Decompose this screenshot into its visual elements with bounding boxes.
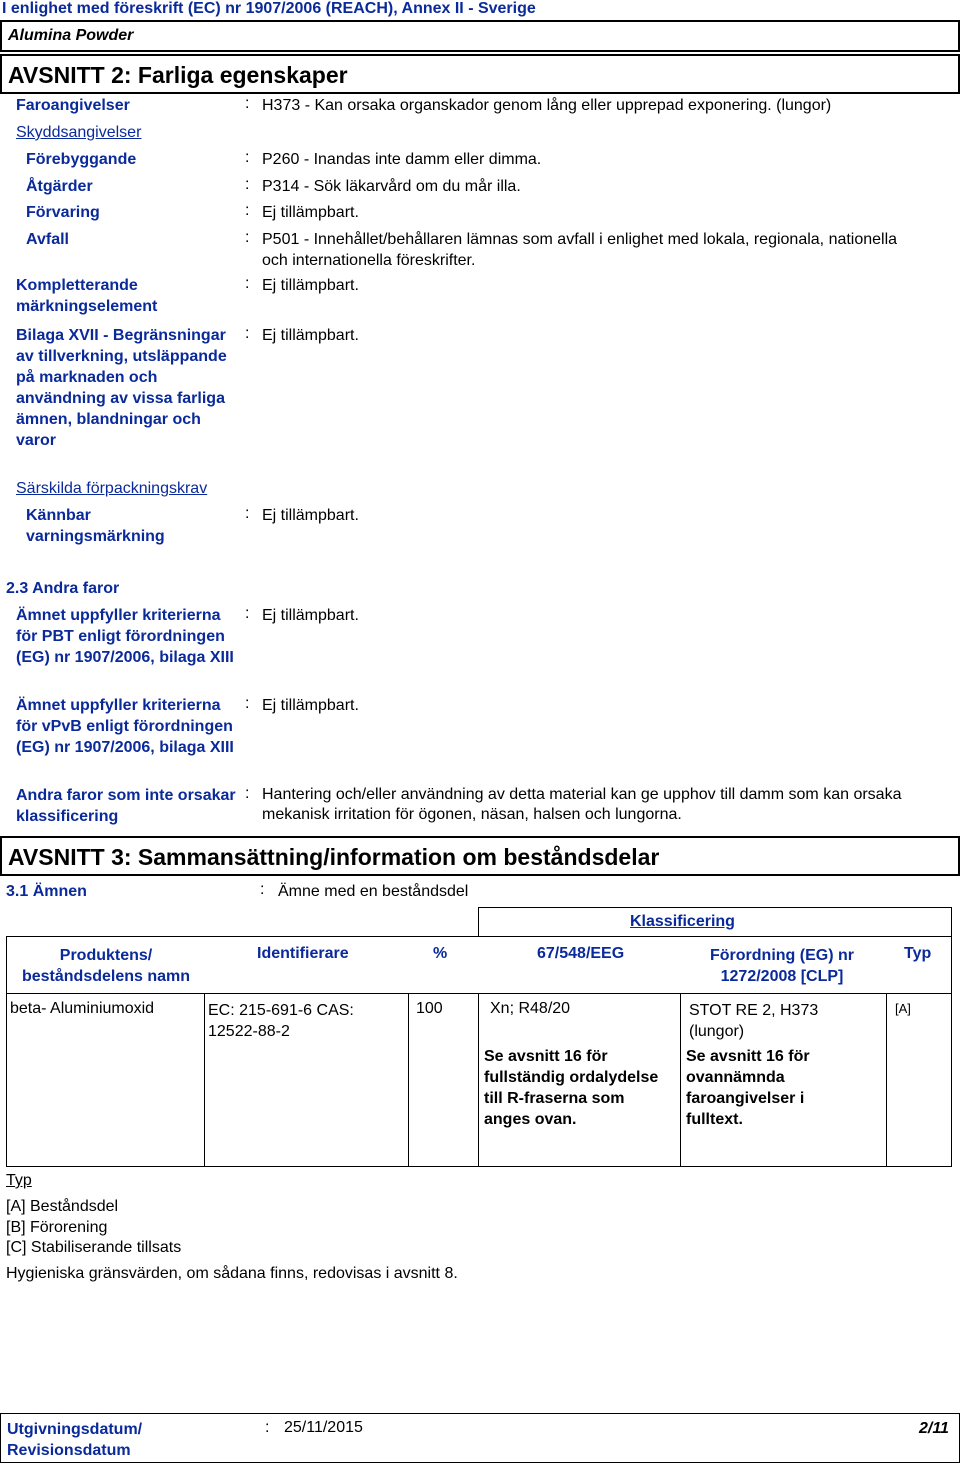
hygiene-note: Hygieniska gränsvärden, om sådana finns, redovisas i avsnitt 8.: [6, 1265, 458, 1282]
footer-box: [0, 1413, 960, 1463]
cell-clp: STOT RE 2, H373 (lungor): [689, 1002, 819, 1040]
label-pbt: Ämnet uppfyller kriterierna för PBT enligt förordningen (EG) nr 1907/2006, bilaga XIII: [16, 607, 234, 666]
footer-date-label: Utgivningsdatum/ Revisionsdatum: [7, 1421, 143, 1459]
type-legend-item: [C] Stabiliserande tillsats: [6, 1239, 182, 1256]
type-legend-item: [A] Beståndsdel: [6, 1198, 119, 1215]
cell-type: [A]: [895, 1001, 911, 1016]
label-vpvb: Ämnet uppfyller kriterierna för vPvB enligt förordningen (EG) nr 1907/2006, bilaga XIII: [16, 697, 234, 756]
col-header-name: Produktens/ beståndsdelens namn: [21, 947, 191, 985]
footer-page: 2/11: [919, 1420, 949, 1437]
colon: :: [245, 229, 250, 246]
colon: :: [245, 505, 250, 522]
value-andra-faror: Hantering och/eller användning av detta material kan ge upphov till damm som kan orsaka mekanisk irritation för ögonen, näsan, halsen och lungorna.: [262, 786, 902, 823]
col-header-identifier: Identifierare: [257, 945, 349, 962]
label-skyddsangivelser: Skyddsangivelser: [16, 124, 142, 141]
value-bilaga-xvii: Ej tillämpbart.: [262, 327, 359, 344]
section2-header: [0, 54, 960, 94]
label-kannbar: Kännbar varningsmärkning: [26, 507, 165, 545]
sub31-value: Ämne med en beståndsdel: [278, 883, 469, 900]
colon: :: [245, 695, 250, 712]
cell-clp-note: Se avsnitt 16 för ovannämnda faroangivelser i fulltext.: [686, 1048, 810, 1128]
col-header-type: Typ: [904, 945, 932, 962]
col-header-clp: Förordning (EG) nr 1272/2008 [CLP]: [710, 947, 854, 985]
value-forebyggande: P260 - Inandas inte damm eller dimma.: [262, 151, 542, 168]
cell-eeg-note: Se avsnitt 16 för fullständig ordalydelse till R-fraserna som anges ovan.: [484, 1048, 659, 1128]
group-header-klassificering: Klassificering: [630, 913, 735, 930]
colon: :: [245, 605, 250, 622]
colon: :: [245, 785, 250, 802]
regulation-header: I enlighet med föreskrift (EC) nr 1907/2006 (REACH), Annex II - Sverige: [2, 0, 536, 17]
colon: :: [245, 325, 250, 342]
cell-percent: 100: [416, 1000, 443, 1017]
sub31-label: 3.1 Ämnen: [6, 883, 87, 900]
section3-title: AVSNITT 3: Sammansättning/information om beståndsdelar: [8, 844, 660, 870]
value-faroangivelser: H373 - Kan orsaka organskador genom lång eller upprepad exponering. (lungor): [262, 97, 832, 114]
section2-title: AVSNITT 2: Farliga egenskaper: [8, 62, 348, 88]
value-pbt: Ej tillämpbart.: [262, 607, 359, 624]
label-kompletterande: Kompletterande märkningselement: [16, 277, 158, 315]
colon: :: [245, 149, 250, 166]
type-legend-item: [B] Förorening: [6, 1219, 108, 1236]
product-name: Alumina Powder: [8, 27, 134, 44]
label-sarskilda: Särskilda förpackningskrav: [16, 480, 208, 497]
product-box: [0, 20, 960, 52]
cell-eeg: Xn; R48/20: [490, 1000, 571, 1017]
colon: :: [245, 275, 250, 292]
type-legend-title: Typ: [6, 1172, 32, 1189]
label-forvaring: Förvaring: [26, 204, 100, 221]
value-kompletterande: Ej tillämpbart.: [262, 277, 359, 294]
value-kannbar: Ej tillämpbart.: [262, 507, 359, 524]
col-header-percent: %: [433, 945, 448, 962]
label-forebyggande: Förebyggande: [26, 151, 137, 168]
value-forvaring: Ej tillämpbart.: [262, 204, 359, 221]
colon: :: [265, 1419, 270, 1436]
label-avfall: Avfall: [26, 231, 69, 248]
colon: :: [245, 176, 250, 193]
col-header-eeg: 67/548/EEG: [537, 945, 625, 962]
section3-header: [0, 836, 960, 876]
colon: :: [245, 95, 250, 112]
value-avfall: P501 - Innehållet/behållaren lämnas som avfall i enlighet med lokala, regionala, nationella och internationella föreskrifter.: [262, 231, 898, 269]
sub23-title: 2.3 Andra faror: [6, 580, 120, 597]
label-faroangivelser: Faroangivelser: [16, 97, 130, 114]
colon: :: [260, 881, 265, 898]
colon: :: [245, 202, 250, 219]
value-atgarder: P314 - Sök läkarvård om du mår illa.: [262, 178, 521, 195]
footer-date: 25/11/2015: [284, 1419, 363, 1436]
label-bilaga-xvii: Bilaga XVII - Begränsningar av tillverkning, utsläppande på marknaden och användning av vissa farliga ämnen, blandningar och varor: [16, 327, 227, 449]
cell-identifier: EC: 215-691-6 CAS: 12522-88-2: [208, 1002, 354, 1040]
label-andra-faror: Andra faror som inte orsakar klassificering: [16, 787, 236, 825]
label-atgarder: Åtgärder: [26, 178, 93, 195]
value-vpvb: Ej tillämpbart.: [262, 697, 359, 714]
cell-name: beta- Aluminiumoxid: [10, 1000, 155, 1017]
